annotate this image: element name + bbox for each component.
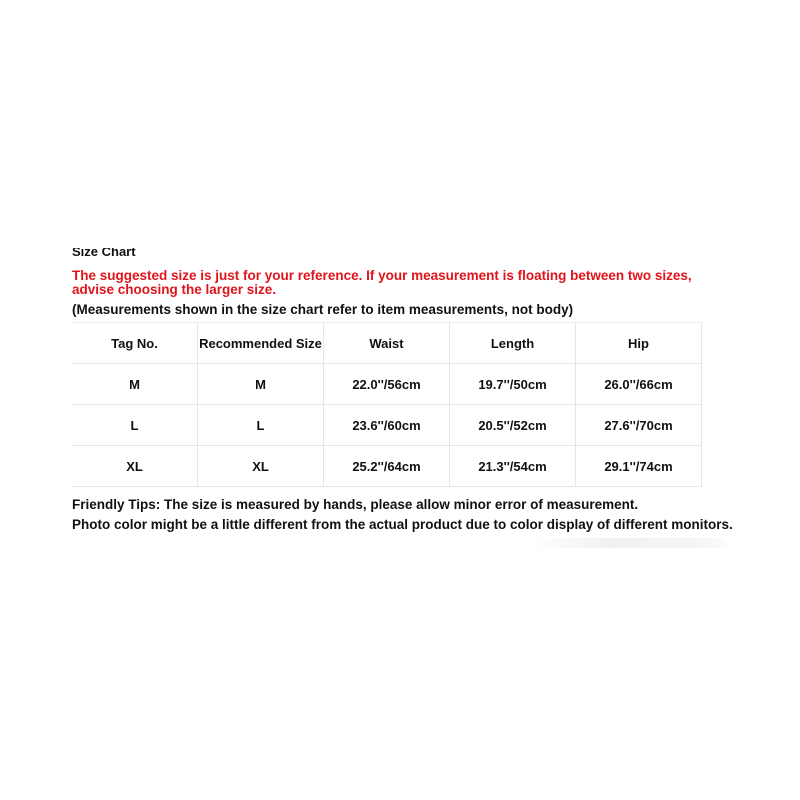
table-cell: 25.2''/64cm: [324, 446, 450, 487]
header-waist: Waist: [324, 323, 450, 364]
size-notice: The suggested size is just for your reference. If your measurement is floating between two sizes, advise choosing the larger size.: [72, 268, 692, 297]
table-cell: 19.7''/50cm: [450, 364, 576, 405]
header-tag-no: Tag No.: [72, 323, 198, 364]
table-cell: M: [72, 364, 198, 405]
friendly-tips: [72, 495, 733, 535]
table-cell: 23.6''/60cm: [324, 405, 450, 446]
table-cell: 29.1''/74cm: [576, 446, 702, 487]
table-header-row: [72, 323, 702, 364]
table-cell: XL: [198, 446, 324, 487]
table-cell: 20.5''/52cm: [450, 405, 576, 446]
title-text: Size Chart: [72, 248, 136, 259]
table-cell: 22.0''/56cm: [324, 364, 450, 405]
header-hip: Hip: [576, 323, 702, 364]
table-cell: XL: [72, 446, 198, 487]
size-table: [72, 322, 702, 487]
table-cell: 27.6''/70cm: [576, 405, 702, 446]
table-cell: 21.3''/54cm: [450, 446, 576, 487]
header-length: Length: [450, 323, 576, 364]
table-cell: L: [72, 405, 198, 446]
table-row: [72, 446, 702, 487]
table-row: [72, 364, 702, 405]
tip-color: Photo color might be a little different from the actual product due to color display of different monitors.: [72, 517, 733, 532]
table-cell: L: [198, 405, 324, 446]
tip-measurement: Friendly Tips: The size is measured by hands, please allow minor error of measurement.: [72, 497, 639, 512]
header-recommended-size: Recommended Size: [198, 323, 324, 364]
table-row: [72, 405, 702, 446]
table-cell: 26.0''/66cm: [576, 364, 702, 405]
table-cell: M: [198, 364, 324, 405]
measurement-note: (Measurements shown in the size chart refer to item measurements, not body): [72, 302, 574, 317]
decorative-shadow: [530, 538, 730, 548]
size-chart-title: [72, 248, 136, 261]
